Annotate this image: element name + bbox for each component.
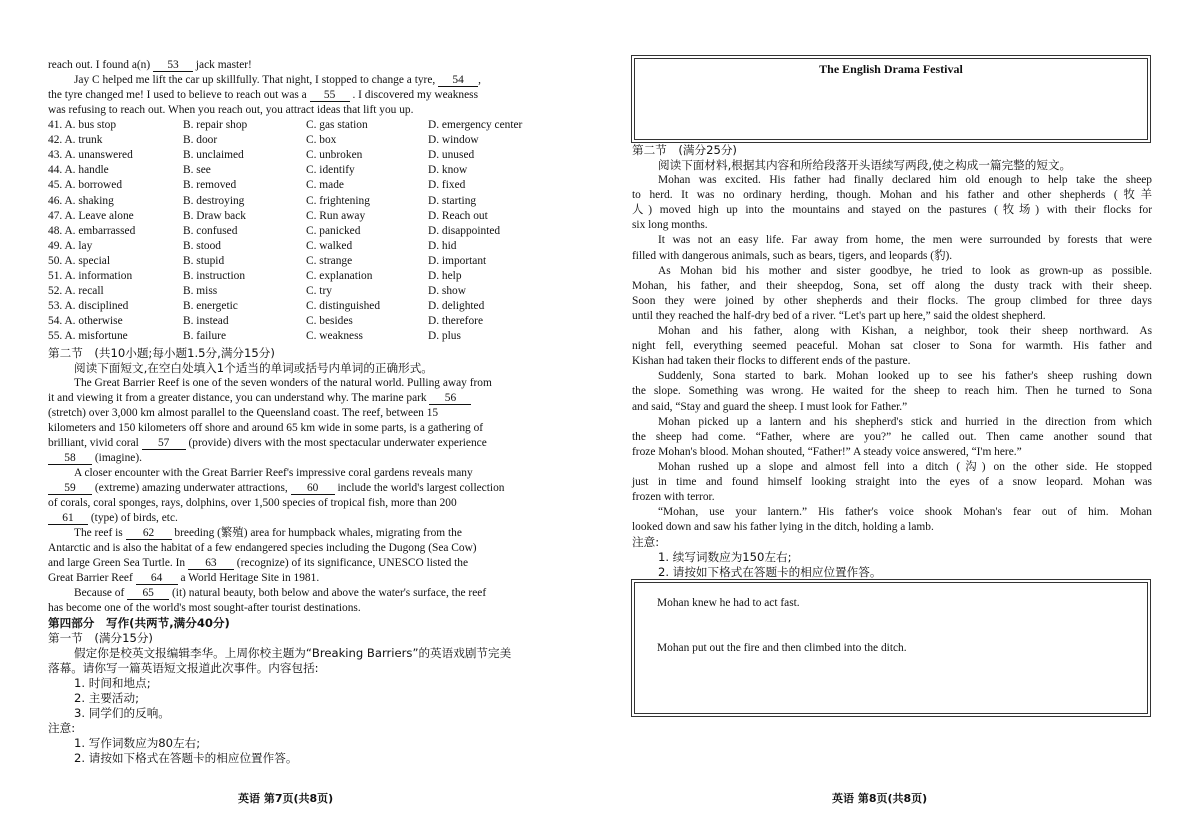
blank-57[interactable]: 57 bbox=[142, 437, 186, 450]
reef-line: Antarctic and is also the habitat of a few endangered species including the Dugong (Sea Cow) bbox=[48, 542, 477, 554]
reef-line: has become one of the world's most sought-after tourist destinations. bbox=[48, 602, 361, 614]
option-b[interactable]: B. door bbox=[183, 134, 218, 147]
option-d[interactable]: D. plus bbox=[428, 330, 461, 343]
option-a[interactable]: 54. A. otherwise bbox=[48, 315, 123, 328]
option-b[interactable]: B. see bbox=[183, 164, 211, 177]
option-a[interactable]: 41. A. bus stop bbox=[48, 119, 117, 131]
option-c[interactable]: C. strange bbox=[306, 254, 353, 267]
option-a[interactable]: 48. A. embarrassed bbox=[48, 224, 136, 237]
story-line: night fell, everything seemed peaceful. Mohan sat closer to Sona for warmth. His father and bbox=[632, 340, 1152, 353]
option-a[interactable]: 52. A. recall bbox=[48, 285, 104, 298]
option-d[interactable]: D. know bbox=[428, 164, 468, 177]
story-line: froze Mohan's blood. Mohan shouted, “Father!” A steady voice answered, “I'm here.” bbox=[632, 445, 1022, 458]
reef-line: kilometers and 150 kilometers off shore and around 65 km wide in some parts, is a gathering of bbox=[48, 422, 484, 434]
blank-59[interactable]: 59 bbox=[48, 482, 92, 495]
reef-line: 58 (imagine). bbox=[48, 451, 142, 465]
story-line: Suddenly, Sona started to bark. Mohan looked up to see his father's sheep rushing down bbox=[658, 370, 1152, 383]
note-item: 2. 请按如下格式在答题卡的相应位置作答。 bbox=[74, 751, 298, 765]
option-d[interactable]: D. hid bbox=[428, 239, 457, 252]
note-item: 1. 写作词数应为80左右; bbox=[74, 736, 201, 750]
option-c[interactable]: C. panicked bbox=[306, 224, 361, 237]
option-b[interactable]: B. removed bbox=[183, 179, 237, 192]
task-point: 2. 主要活动; bbox=[74, 691, 140, 705]
reef-line: it and viewing it from a greater distance, you can understand why. The marine park 56 bbox=[48, 391, 471, 405]
paragraph-2-opening: Mohan put out the fire and then climbed into the ditch. bbox=[657, 642, 907, 654]
cloze-line: was refusing to reach out. When you reach out, you attract ideas that lift you up. bbox=[48, 104, 414, 116]
story-line: Mohan picked up a lantern and his shepherd's stick and hurried in the direction from which bbox=[658, 415, 1152, 428]
option-a[interactable]: 51. A. information bbox=[48, 270, 133, 282]
headline-box bbox=[634, 58, 1148, 140]
option-a[interactable]: 43. A. unanswered bbox=[48, 149, 133, 162]
story-line: Soon they were joined by other shepherds and their flocks. The group climbed for three days bbox=[632, 294, 1152, 307]
option-d[interactable]: D. delighted bbox=[428, 300, 485, 313]
option-c[interactable]: C. unbroken bbox=[306, 149, 363, 162]
section-instructions: 阅读下面材料,根据其内容和所给段落开头语续写两段,使之构成一篇完整的短文。 bbox=[658, 158, 1072, 172]
option-d[interactable]: D. starting bbox=[428, 194, 477, 207]
story-line: Mohan was excited. His father had finally declared him old enough to help take the sheep bbox=[658, 174, 1152, 186]
blank-63[interactable]: 63 bbox=[188, 557, 234, 570]
story-line: It was not an easy life. Far away from home, the men were surrounded by forests that were bbox=[658, 234, 1152, 247]
option-a[interactable]: 42. A. trunk bbox=[48, 134, 103, 147]
task-prompt: 假定你是校英文报编辑李华。上周你校主题为“Breaking Barriers”的英语戏剧节完美 bbox=[74, 646, 512, 660]
blank-65[interactable]: 65 bbox=[127, 587, 169, 600]
story-line: Mohan and his father, along with Kishan, a neighbor, took their sheep northward. As bbox=[658, 325, 1152, 337]
box-title: The English Drama Festival bbox=[819, 62, 963, 76]
option-b[interactable]: B. unclaimed bbox=[183, 149, 244, 162]
option-d[interactable]: D. window bbox=[428, 134, 479, 147]
reef-line: (stretch) over 3,000 km almost parallel to the Queensland coast. The reef, between 15 bbox=[48, 407, 439, 419]
option-b[interactable]: B. instead bbox=[183, 315, 229, 328]
blank-58[interactable]: 58 bbox=[48, 452, 92, 465]
paragraph-1-opening: Mohan knew he had to act fast. bbox=[657, 597, 800, 609]
note-label: 注意: bbox=[48, 721, 76, 735]
option-a[interactable]: 44. A. handle bbox=[48, 164, 109, 177]
blank-54[interactable]: 54 bbox=[438, 74, 478, 87]
task-point: 3. 同学们的反响。 bbox=[74, 706, 170, 720]
story-line: Kishan had taken their flocks to different ends of the pasture. bbox=[632, 355, 911, 368]
story-line: the sheep had come. “Father, where are you?” he called out. Then came another sound that bbox=[632, 430, 1152, 443]
story-line: looked down and saw his father lying in the ditch, holding a lamb. bbox=[632, 521, 934, 534]
story-line: to herd. It was no ordinary herding, though. Mohan and his father and other shepherds (牧羊 bbox=[632, 189, 1152, 202]
blank-61[interactable]: 61 bbox=[48, 512, 88, 525]
option-c[interactable]: C. Run away bbox=[306, 209, 366, 222]
reef-line: Because of 65 (it) natural beauty, both below and above the water's surface, the reef bbox=[74, 587, 487, 599]
story-line: filled with dangerous animals, such as bears, tigers, and leopards (豹). bbox=[632, 249, 953, 262]
reef-line: and large Green Sea Turtle. In 63 (recognize) of its significance, UNESCO listed the bbox=[48, 557, 469, 569]
blank-56[interactable]: 56 bbox=[429, 392, 471, 405]
option-c[interactable]: C. frightening bbox=[306, 194, 370, 207]
reef-line: 59 (extreme) amazing underwater attractions, 60 include the world's largest collection bbox=[48, 481, 504, 495]
story-line: As Mohan bid his mother and sister goodbye, he tried to look as grown-up as possible. bbox=[658, 264, 1152, 277]
blank-53[interactable]: 53 bbox=[153, 59, 193, 72]
option-b[interactable]: B. failure bbox=[183, 330, 227, 343]
story-line: until they reached the half-dry bed of a river. “Let's part up here,” said the oldest shepherd. bbox=[632, 309, 1046, 322]
option-b[interactable]: B. miss bbox=[183, 285, 218, 298]
option-c[interactable]: C. explanation bbox=[306, 270, 373, 282]
option-a[interactable]: 55. A. misfortune bbox=[48, 330, 128, 343]
cloze-line: the tyre changed me! I used to believe to reach out was a 55 . I discovered my weakness bbox=[48, 89, 479, 101]
option-d[interactable]: D. emergency center bbox=[428, 119, 523, 131]
option-b[interactable]: B. destroying bbox=[183, 194, 245, 207]
reef-line: brilliant, vivid coral 57 (provide) divers with the most spectacular underwater experience bbox=[48, 437, 487, 449]
story-line: 人) moved high up into the mountains and stayed on the pastures (牧场) with their flocks for bbox=[632, 204, 1152, 217]
cloze-line: Jay C helped me lift the car up skillfully. That night, I stopped to change a tyre, 54 , bbox=[74, 74, 481, 86]
option-a[interactable]: 46. A. shaking bbox=[48, 194, 114, 207]
option-c[interactable]: C. walked bbox=[306, 239, 353, 252]
story-line: “Mohan, use your lantern.” His father's voice shook Mohan's fear out of him. Mohan bbox=[658, 506, 1152, 519]
option-b[interactable]: B. stupid bbox=[183, 254, 225, 267]
reef-line: The reef is 62 breeding (繁殖) area for humpback whales, migrating from the bbox=[74, 527, 462, 539]
reef-line: Great Barrier Reef 64 a World Heritage Site in 1981. bbox=[48, 572, 320, 584]
section-heading: 第二节 (共10小题;每小题1.5分,满分15分) bbox=[48, 346, 275, 360]
option-d[interactable]: D. show bbox=[428, 285, 466, 298]
option-c[interactable]: C. besides bbox=[306, 315, 353, 328]
option-c[interactable]: C. distinguished bbox=[306, 300, 381, 313]
option-a[interactable]: 53. A. disciplined bbox=[48, 300, 129, 313]
story-line: frozen with terror. bbox=[632, 491, 715, 504]
blank-62[interactable]: 62 bbox=[126, 527, 172, 540]
story-line: the slope. Something was wrong. He waited for the sheep to reach him. Then he turned to Sona bbox=[632, 385, 1152, 398]
option-d[interactable]: D. therefore bbox=[428, 315, 484, 328]
page-footer: 英语 第7页(共8页) bbox=[238, 792, 334, 805]
part-heading: 第四部分 写作(共两节,满分40分) bbox=[48, 616, 230, 630]
note-label: 注意: bbox=[632, 535, 660, 549]
option-c[interactable]: C. try bbox=[306, 285, 332, 298]
answer-box bbox=[634, 582, 1148, 714]
option-a[interactable]: 45. A. borrowed bbox=[48, 179, 123, 192]
section-instructions: 阅读下面短文,在空白处填入1个适当的单词或括号内单词的正确形式。 bbox=[74, 361, 433, 375]
option-a[interactable]: 47. A. Leave alone bbox=[48, 209, 134, 222]
note-item: 1. 续写词数应为150左右; bbox=[658, 550, 792, 564]
option-d[interactable]: D. Reach out bbox=[428, 209, 488, 222]
reef-line: A closer encounter with the Great Barrier Reef's impressive coral gardens reveals many bbox=[74, 467, 473, 479]
blank-55[interactable]: 55 bbox=[310, 89, 350, 102]
option-c[interactable]: C. identify bbox=[306, 164, 355, 177]
option-c[interactable]: C. box bbox=[306, 134, 337, 147]
reef-line: The Great Barrier Reef is one of the seven wonders of the natural world. Pulling away from bbox=[74, 377, 492, 389]
story-line: and said, “Stay and guard the sheep. I must look for Father.” bbox=[632, 400, 908, 413]
option-d[interactable]: D. fixed bbox=[428, 179, 466, 192]
blank-64[interactable]: 64 bbox=[136, 572, 178, 585]
page-footer: 英语 第8页(共8页) bbox=[832, 792, 928, 805]
option-d[interactable]: D. disappointed bbox=[428, 224, 501, 237]
story-line: Mohan, his father, and their sheepdog, Sona, set off along the dusty track with their sheep. bbox=[632, 279, 1152, 292]
option-b[interactable]: B. stood bbox=[183, 239, 221, 252]
option-b[interactable]: B. Draw back bbox=[183, 209, 246, 222]
section-heading: 第一节 (满分15分) bbox=[48, 631, 153, 645]
option-d[interactable]: D. unused bbox=[428, 149, 475, 162]
reef-line: 61 (type) of birds, etc. bbox=[48, 511, 178, 525]
option-c[interactable]: C. made bbox=[306, 179, 344, 192]
note-item: 2. 请按如下格式在答题卡的相应位置作答。 bbox=[658, 565, 882, 579]
option-d[interactable]: D. important bbox=[428, 254, 487, 267]
option-a[interactable]: 50. A. special bbox=[48, 254, 111, 267]
section-heading: 第二节 (满分25分) bbox=[632, 143, 737, 157]
reef-line: of corals, coral sponges, rays, dolphins, over 1,500 species of tropical fish, more than 200 bbox=[48, 497, 457, 509]
blank-60[interactable]: 60 bbox=[291, 482, 335, 495]
task-prompt: 落幕。请你写一篇英语短文报道此次事件。内容包括: bbox=[48, 661, 319, 675]
story-line: Mohan rushed up a slope and almost fell into a ditch (沟) on the other side. He stopped bbox=[658, 460, 1152, 473]
story-line: six long months. bbox=[632, 219, 708, 232]
task-point: 1. 时间和地点; bbox=[74, 676, 151, 690]
option-c[interactable]: C. weakness bbox=[306, 330, 363, 343]
option-b[interactable]: B. confused bbox=[183, 224, 238, 237]
option-d[interactable]: D. help bbox=[428, 270, 462, 282]
story-line: just in time and found himself looking straight into the eyes of a snow leopard. Mohan was bbox=[632, 476, 1152, 488]
option-b[interactable]: B. energetic bbox=[183, 300, 238, 313]
option-a[interactable]: 49. A. lay bbox=[48, 239, 93, 252]
option-b[interactable]: B. repair shop bbox=[183, 119, 248, 131]
option-b[interactable]: B. instruction bbox=[183, 270, 246, 282]
cloze-line: reach out. I found a(n) 53 jack master! bbox=[48, 59, 252, 71]
option-c[interactable]: C. gas station bbox=[306, 119, 368, 131]
